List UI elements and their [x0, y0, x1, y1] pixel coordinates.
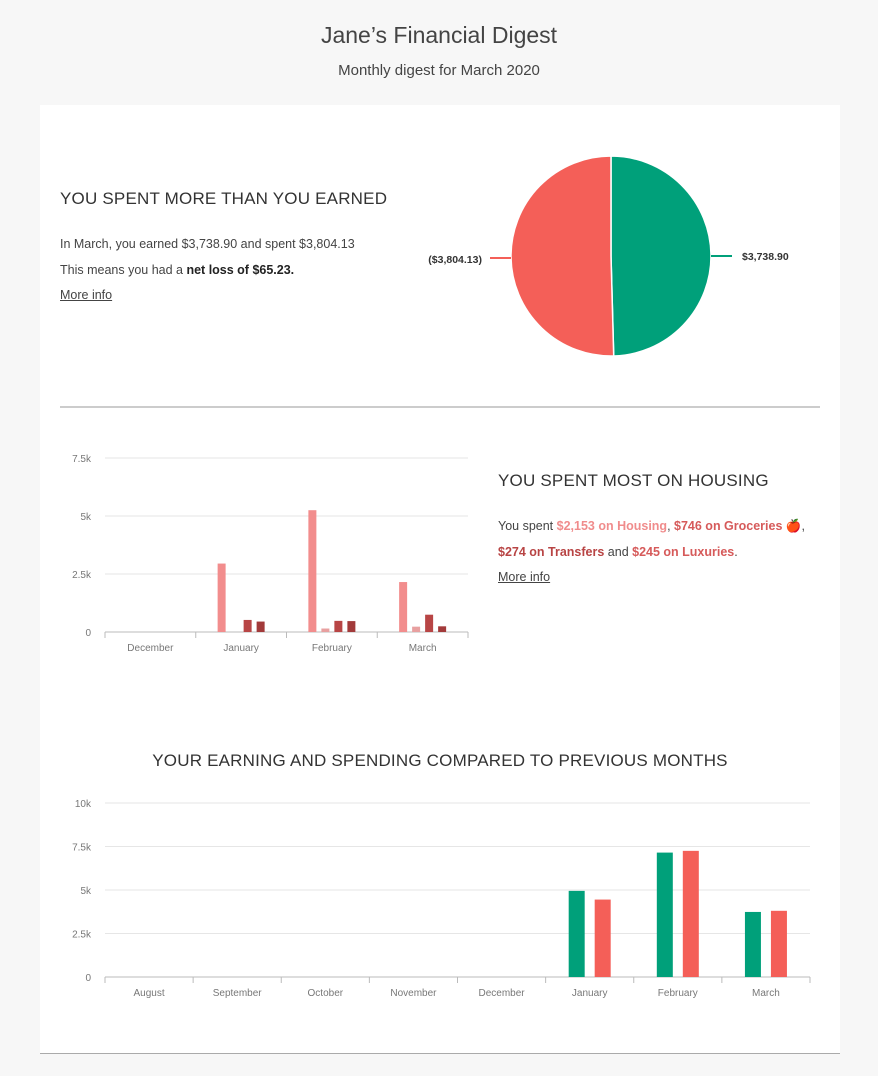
- category-chart-bar: [218, 564, 226, 632]
- comparison-chart-y-tick-label: 5k: [80, 886, 91, 897]
- comparison-chart-bar: [569, 891, 585, 977]
- comparison-chart-bar: [595, 900, 611, 977]
- comparison-chart-bar: [683, 851, 699, 977]
- pie-slice-earned: [611, 156, 711, 356]
- page-title: Jane’s Financial Digest: [320, 22, 558, 48]
- net-loss-value: net loss of $65.23.: [186, 263, 295, 277]
- luxuries-amount: $245 on Luxuries: [632, 545, 735, 559]
- category-chart-x-tick-label: January: [223, 643, 259, 654]
- comparison-heading: YOUR EARNING AND SPENDING COMPARED TO PREVIOUS MONTHS: [152, 751, 728, 770]
- category-chart-y-tick-label: 7.5k: [72, 454, 91, 465]
- comparison-chart-bar: [745, 912, 761, 977]
- digest-card: [40, 105, 840, 1054]
- pie-slice-spent: [511, 156, 614, 356]
- comparison-chart-x-tick-label: February: [657, 988, 698, 999]
- category-chart-bar: [334, 621, 342, 632]
- transfers-amount: $274 on Transfers: [498, 545, 605, 559]
- spending-period: .: [734, 545, 738, 559]
- comparison-chart-y-tick-label: 7.5k: [72, 842, 91, 854]
- category-chart-bar: [399, 582, 407, 632]
- category-chart-bar: [425, 615, 433, 632]
- comparison-chart-y-tick-label: 0: [85, 973, 91, 984]
- comparison-chart-y-tick-label: 2.5k: [72, 929, 91, 941]
- comparison-chart-x-tick-label: August: [133, 988, 165, 999]
- spending-separator-2: ,: [801, 519, 805, 533]
- category-chart-bar: [347, 621, 355, 632]
- category-chart-bar: [438, 626, 446, 632]
- pie-label-earned: $3,738.90: [742, 251, 789, 263]
- comparison-chart-x-tick-label: January: [571, 988, 608, 999]
- pie-label-spent: ($3,804.13): [428, 254, 482, 266]
- category-chart-x-tick-label: December: [127, 643, 174, 654]
- category-chart-x-tick-label: March: [408, 643, 437, 654]
- page-subtitle: Monthly digest for March 2020: [338, 62, 540, 79]
- spending-prefix: You spent: [498, 519, 557, 533]
- apple-icon: 🍎: [785, 519, 802, 533]
- category-chart-bar: [244, 620, 252, 632]
- category-chart-bar: [308, 510, 316, 632]
- summary-line-2-prefix: This means you had a: [60, 263, 187, 277]
- monthly-comparison-bar-chart: [60, 793, 840, 1013]
- spending-summary: [498, 513, 818, 565]
- category-chart-x-tick-label: February: [311, 643, 352, 654]
- comparison-chart-bar: [657, 853, 673, 977]
- summary-line-1: In March, you earned $3,738.90 and spent $3,804.13: [60, 237, 355, 251]
- category-chart-y-tick-label: 5k: [80, 512, 91, 523]
- summary-heading: YOU SPENT MORE THAN YOU EARNED: [60, 189, 388, 208]
- section-divider: [60, 406, 820, 408]
- category-chart-bar: [412, 627, 420, 632]
- comparison-chart-x-tick-label: October: [307, 988, 344, 999]
- housing-amount: $2,153 on Housing: [556, 519, 668, 533]
- category-chart-bar: [321, 629, 329, 632]
- comparison-chart-bar: [771, 911, 787, 977]
- category-chart-y-tick-label: 2.5k: [72, 570, 91, 581]
- spending-heading: YOU SPENT MOST ON HOUSING: [498, 471, 769, 490]
- category-spending-bar-chart: [60, 445, 500, 675]
- comparison-chart-y-tick-label: 10k: [74, 799, 91, 810]
- comparison-chart-x-tick-label: November: [390, 988, 437, 999]
- groceries-amount: $746 on Groceries: [674, 519, 783, 533]
- spending-separator: ,: [667, 519, 675, 533]
- category-chart-bar: [257, 622, 265, 632]
- comparison-chart-x-tick-label: December: [478, 988, 525, 999]
- spending-and: and: [604, 545, 633, 559]
- summary-more-info-link[interactable]: More info: [60, 288, 113, 302]
- earned-vs-spent-pie-chart: [410, 130, 830, 390]
- spending-more-info-link[interactable]: More info: [498, 570, 551, 584]
- comparison-chart-x-tick-label: March: [752, 988, 780, 999]
- comparison-chart-x-tick-label: September: [212, 988, 262, 999]
- summary-line-2: [60, 257, 294, 283]
- category-chart-y-tick-label: 0: [85, 628, 91, 639]
